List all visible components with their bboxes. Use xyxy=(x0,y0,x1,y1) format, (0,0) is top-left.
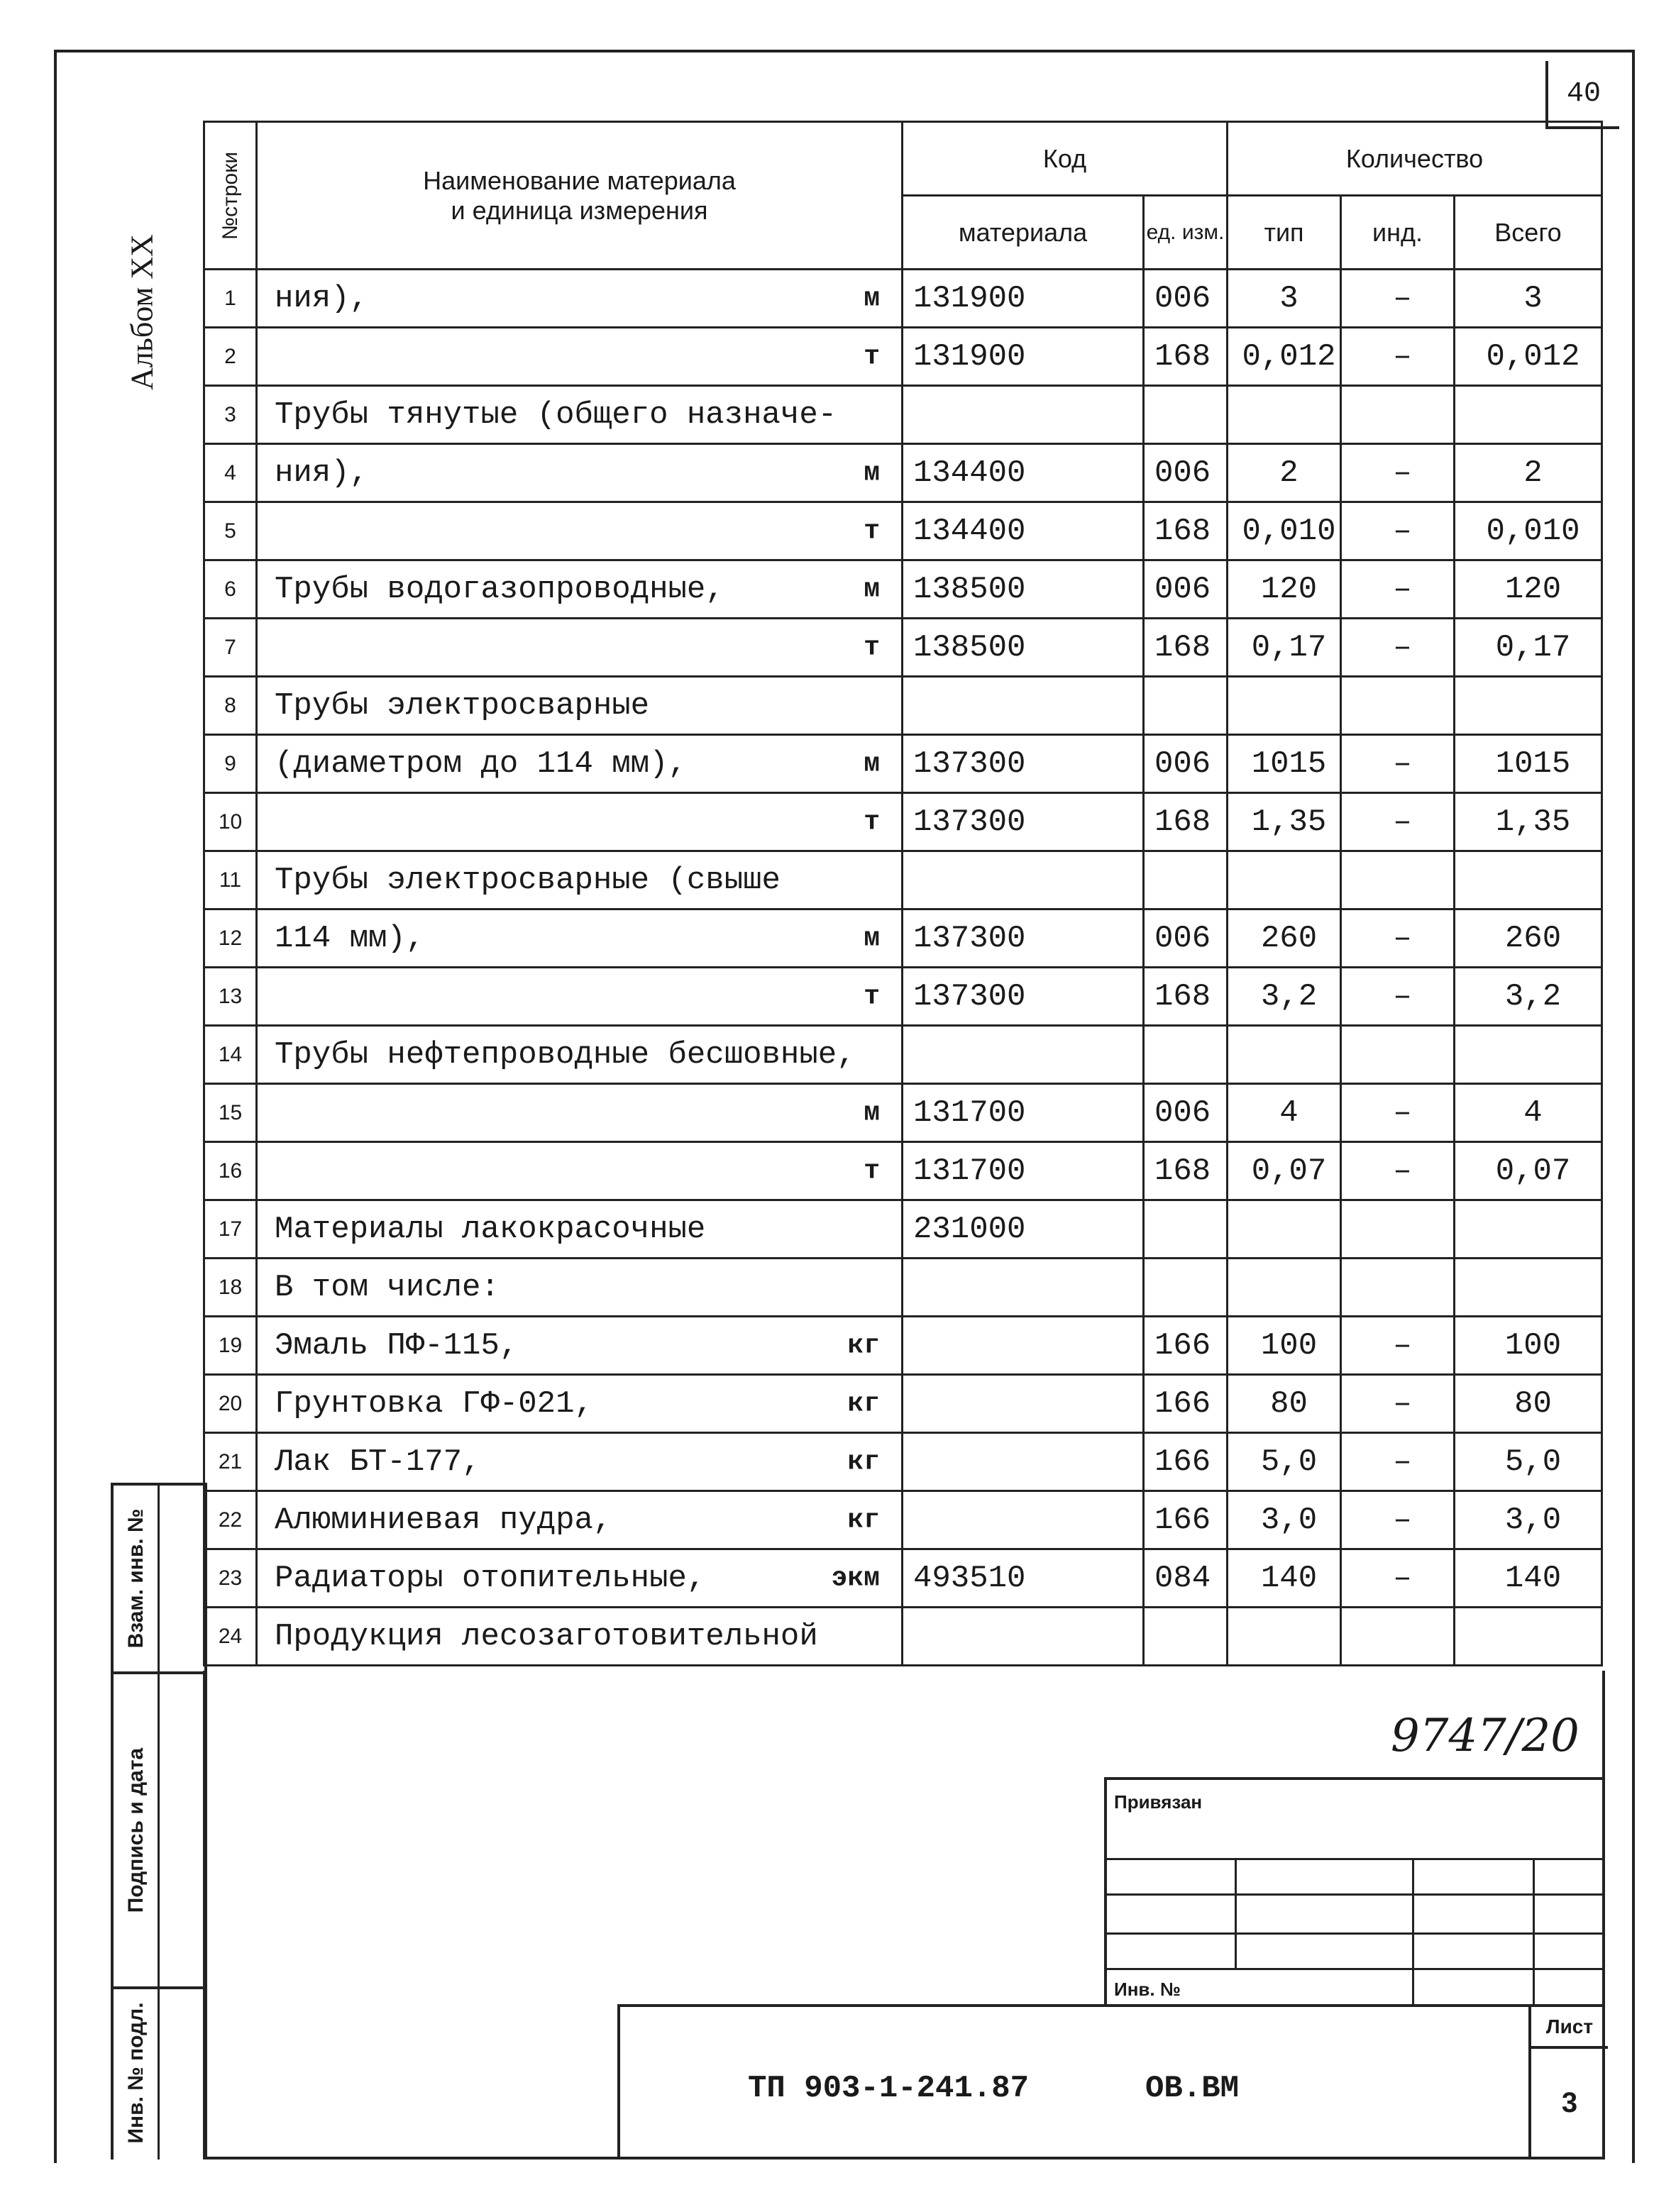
row-number: 9 xyxy=(204,735,257,793)
replace-inv-cell: Взам. инв. № xyxy=(114,1486,204,1674)
row-number: 11 xyxy=(204,851,257,909)
quantity-ind: – xyxy=(1341,1142,1455,1200)
material-code: 131700 xyxy=(903,1142,1144,1200)
signature-date-cell: Подпись и дата xyxy=(114,1674,204,1989)
unit-of-measure: м xyxy=(864,283,880,314)
linking-stamp: Привязан Инв. № xyxy=(1104,1777,1605,2007)
unit-of-measure: т xyxy=(864,341,880,372)
table-row xyxy=(204,1491,1602,1549)
material-code: 138500 xyxy=(903,560,1144,619)
row-number: 10 xyxy=(204,793,257,851)
quantity-ind: – xyxy=(1341,1549,1455,1608)
material-name: ния), м xyxy=(257,444,903,502)
quantity-total: 120 xyxy=(1455,560,1602,619)
table-row xyxy=(204,328,1602,386)
row-number: 15 xyxy=(204,1084,257,1142)
row-number: 23 xyxy=(204,1549,257,1608)
quantity-type: 1015 xyxy=(1228,735,1341,793)
unit-of-measure: м xyxy=(864,923,880,953)
unit-of-measure: т xyxy=(864,632,880,663)
material-code: 137300 xyxy=(903,793,1144,851)
page-number: 40 xyxy=(1545,61,1619,129)
quantity-ind: – xyxy=(1341,560,1455,619)
row-number: 18 xyxy=(204,1259,257,1317)
quantity-type xyxy=(1228,1026,1341,1084)
unit-code xyxy=(1144,1259,1228,1317)
material-name: Трубы нефтепроводные бесшовные, xyxy=(257,1026,903,1084)
quantity-type: 3,0 xyxy=(1228,1491,1341,1549)
quantity-type: 3 xyxy=(1228,270,1341,328)
quantity-ind: – xyxy=(1341,270,1455,328)
material-name: Материалы лакокрасочные xyxy=(257,1200,903,1259)
material-name: Трубы электросварные xyxy=(257,677,903,735)
quantity-type: 260 xyxy=(1228,909,1341,968)
quantity-type xyxy=(1228,1259,1341,1317)
unit-code: 006 xyxy=(1144,1084,1228,1142)
table-row xyxy=(204,1084,1602,1142)
quantity-type xyxy=(1228,386,1341,444)
unit-code xyxy=(1144,386,1228,444)
table-row xyxy=(204,677,1602,735)
material-code: 138500 xyxy=(903,619,1144,677)
table-row xyxy=(204,270,1602,328)
album-label: Альбом XX xyxy=(124,234,160,390)
quantity-ind: – xyxy=(1341,328,1455,386)
quantity-total: 140 xyxy=(1455,1549,1602,1608)
unit-code xyxy=(1144,1200,1228,1259)
material-name: Радиаторы отопительные, экм xyxy=(257,1549,903,1608)
material-code: 134400 xyxy=(903,502,1144,560)
quantity-total: 5,0 xyxy=(1455,1433,1602,1491)
materials-table xyxy=(203,121,1603,1666)
quantity-type: 0,010 xyxy=(1228,502,1341,560)
quantity-total xyxy=(1455,1608,1602,1666)
unit-of-measure: т xyxy=(864,981,880,1012)
quantity-total xyxy=(1455,386,1602,444)
table-row xyxy=(204,909,1602,968)
quantity-ind: – xyxy=(1341,1317,1455,1375)
quantity-ind: – xyxy=(1341,1084,1455,1142)
material-code xyxy=(903,1259,1144,1317)
material-name: Трубы тянутые (общего назначе- xyxy=(257,386,903,444)
table-row xyxy=(204,735,1602,793)
quantity-type: 5,0 xyxy=(1228,1433,1341,1491)
quantity-type: 0,07 xyxy=(1228,1142,1341,1200)
row-number: 3 xyxy=(204,386,257,444)
material-code: 493510 xyxy=(903,1549,1144,1608)
row-number: 13 xyxy=(204,968,257,1026)
unit-of-measure: кг xyxy=(847,1447,880,1477)
material-name xyxy=(257,1084,903,1142)
table-row xyxy=(204,1433,1602,1491)
unit-of-measure: м xyxy=(864,1097,880,1128)
material-name: Трубы водогазопроводные, м xyxy=(257,560,903,619)
quantity-total: 260 xyxy=(1455,909,1602,968)
quantity-header: Количество xyxy=(1228,122,1602,196)
unit-of-measure: м xyxy=(864,458,880,488)
table-row xyxy=(204,502,1602,560)
quantity-ind: – xyxy=(1341,444,1455,502)
table-row xyxy=(204,1608,1602,1666)
row-number: 17 xyxy=(204,1200,257,1259)
material-name xyxy=(257,793,903,851)
quantity-type: 120 xyxy=(1228,560,1341,619)
unit-code: 168 xyxy=(1144,328,1228,386)
material-code: 131900 xyxy=(903,328,1144,386)
quantity-total: 80 xyxy=(1455,1375,1602,1433)
quantity-ind xyxy=(1341,677,1455,735)
quantity-type: 140 xyxy=(1228,1549,1341,1608)
quantity-total xyxy=(1455,1026,1602,1084)
unit-code xyxy=(1144,1026,1228,1084)
unit-code: 168 xyxy=(1144,1142,1228,1200)
material-code: 131900 xyxy=(903,270,1144,328)
unit-code: 168 xyxy=(1144,968,1228,1026)
row-number: 24 xyxy=(204,1608,257,1666)
unit-code: 006 xyxy=(1144,735,1228,793)
row-number: 1 xyxy=(204,270,257,328)
table-row xyxy=(204,1026,1602,1084)
material-code: 231000 xyxy=(903,1200,1144,1259)
material-name: (диаметром до 114 мм), м xyxy=(257,735,903,793)
material-name: Алюминиевая пудра, кг xyxy=(257,1491,903,1549)
name-header: Наименование материала и единица измерения xyxy=(257,122,903,270)
row-number: 4 xyxy=(204,444,257,502)
material-name: 114 мм), м xyxy=(257,909,903,968)
quantity-total xyxy=(1455,1259,1602,1317)
unit-of-measure: т xyxy=(864,1156,880,1186)
unit-code: 166 xyxy=(1144,1491,1228,1549)
row-number: 20 xyxy=(204,1375,257,1433)
quantity-ind: – xyxy=(1341,1433,1455,1491)
table-row xyxy=(204,1200,1602,1259)
row-number: 8 xyxy=(204,677,257,735)
material-name xyxy=(257,328,903,386)
unit-code: 166 xyxy=(1144,1433,1228,1491)
material-code: 137300 xyxy=(903,968,1144,1026)
material-code: 131700 xyxy=(903,1084,1144,1142)
quantity-type: 3,2 xyxy=(1228,968,1341,1026)
row-number: 22 xyxy=(204,1491,257,1549)
material-name: Лак БТ-177, кг xyxy=(257,1433,903,1491)
quantity-total xyxy=(1455,1200,1602,1259)
material-code xyxy=(903,1026,1144,1084)
unit-code: 006 xyxy=(1144,444,1228,502)
row-number: 19 xyxy=(204,1317,257,1375)
quantity-total: 100 xyxy=(1455,1317,1602,1375)
side-stamp xyxy=(111,1483,207,2160)
quantity-ind xyxy=(1341,1608,1455,1666)
quantity-ind xyxy=(1341,851,1455,909)
material-code xyxy=(903,677,1144,735)
table-row xyxy=(204,1259,1602,1317)
quantity-type: 2 xyxy=(1228,444,1341,502)
unit-code xyxy=(1144,851,1228,909)
material-name: Грунтовка ГФ-021, кг xyxy=(257,1375,903,1433)
material-name xyxy=(257,502,903,560)
total-header: Всего xyxy=(1455,196,1602,270)
quantity-ind xyxy=(1341,1259,1455,1317)
material-name: Эмаль ПФ-115, кг xyxy=(257,1317,903,1375)
material-code xyxy=(903,386,1144,444)
quantity-total: 0,010 xyxy=(1455,502,1602,560)
quantity-ind: – xyxy=(1341,619,1455,677)
sheet-cell: Лист 3 xyxy=(1528,2007,1608,2160)
table-row xyxy=(204,1375,1602,1433)
unit-code: 006 xyxy=(1144,560,1228,619)
unit-of-measure: м xyxy=(864,748,880,779)
unit-of-measure: м xyxy=(864,574,880,604)
quantity-type: 1,35 xyxy=(1228,793,1341,851)
quantity-ind: – xyxy=(1341,502,1455,560)
quantity-total: 1,35 xyxy=(1455,793,1602,851)
quantity-total: 1015 xyxy=(1455,735,1602,793)
table-row xyxy=(204,1549,1602,1608)
row-number: 21 xyxy=(204,1433,257,1491)
row-number: 14 xyxy=(204,1026,257,1084)
document-suffix: ОВ.ВМ xyxy=(1145,2071,1240,2106)
table-row xyxy=(204,851,1602,909)
table-row xyxy=(204,793,1602,851)
material-code: 134400 xyxy=(903,444,1144,502)
material-code xyxy=(903,1491,1144,1549)
quantity-type: 100 xyxy=(1228,1317,1341,1375)
ind-header: инд. xyxy=(1341,196,1455,270)
material-name xyxy=(257,619,903,677)
unit-code: 168 xyxy=(1144,619,1228,677)
quantity-total: 3 xyxy=(1455,270,1602,328)
material-name xyxy=(257,968,903,1026)
quantity-total: 0,012 xyxy=(1455,328,1602,386)
quantity-total: 2 xyxy=(1455,444,1602,502)
quantity-ind: – xyxy=(1341,793,1455,851)
quantity-ind xyxy=(1341,1026,1455,1084)
code-header: Код xyxy=(903,122,1228,196)
quantity-total: 0,07 xyxy=(1455,1142,1602,1200)
table-row xyxy=(204,1142,1602,1200)
quantity-total: 0,17 xyxy=(1455,619,1602,677)
unit-of-measure: кг xyxy=(847,1388,880,1419)
unit-code: 168 xyxy=(1144,793,1228,851)
quantity-ind xyxy=(1341,1200,1455,1259)
quantity-type: 80 xyxy=(1228,1375,1341,1433)
unit-of-measure: кг xyxy=(847,1330,880,1361)
row-number: 2 xyxy=(204,328,257,386)
unit-code: 006 xyxy=(1144,909,1228,968)
quantity-ind xyxy=(1341,386,1455,444)
unit-code: 166 xyxy=(1144,1375,1228,1433)
row-number-header: №строки xyxy=(204,122,257,270)
quantity-type xyxy=(1228,1608,1341,1666)
unit-code-header: ед. изм. xyxy=(1144,196,1228,270)
type-header: тип xyxy=(1228,196,1341,270)
material-name: Продукция лесозаготовительной xyxy=(257,1608,903,1666)
table-row xyxy=(204,1317,1602,1375)
quantity-total: 3,0 xyxy=(1455,1491,1602,1549)
row-number: 7 xyxy=(204,619,257,677)
row-number: 6 xyxy=(204,560,257,619)
unit-of-measure: экм xyxy=(831,1563,880,1593)
quantity-ind: – xyxy=(1341,1375,1455,1433)
material-code xyxy=(903,1375,1144,1433)
quantity-ind: – xyxy=(1341,735,1455,793)
material-code: 137300 xyxy=(903,735,1144,793)
row-number: 16 xyxy=(204,1142,257,1200)
quantity-type: 4 xyxy=(1228,1084,1341,1142)
material-code xyxy=(903,1608,1144,1666)
table-row xyxy=(204,968,1602,1026)
material-code xyxy=(903,851,1144,909)
quantity-ind: – xyxy=(1341,1491,1455,1549)
material-code-header: материала xyxy=(903,196,1144,270)
material-code: 137300 xyxy=(903,909,1144,968)
quantity-ind: – xyxy=(1341,968,1455,1026)
material-code xyxy=(903,1317,1144,1375)
unit-of-measure: т xyxy=(864,807,880,837)
document-number: ТП 903-1-241.87 xyxy=(748,2071,1030,2106)
quantity-total: 3,2 xyxy=(1455,968,1602,1026)
quantity-type: 0,012 xyxy=(1228,328,1341,386)
unit-code: 006 xyxy=(1144,270,1228,328)
handwritten-number: 9747/20 xyxy=(1391,1710,1579,1762)
table-row xyxy=(204,619,1602,677)
unit-code: 166 xyxy=(1144,1317,1228,1375)
material-name xyxy=(257,1142,903,1200)
title-block xyxy=(617,2004,1605,2160)
material-name: В том числе: xyxy=(257,1259,903,1317)
material-name: Трубы электросварные (свыше xyxy=(257,851,903,909)
quantity-type xyxy=(1228,677,1341,735)
quantity-total: 4 xyxy=(1455,1084,1602,1142)
quantity-type: 0,17 xyxy=(1228,619,1341,677)
table-row xyxy=(204,444,1602,502)
unit-of-measure: т xyxy=(864,516,880,546)
quantity-total xyxy=(1455,851,1602,909)
original-inv-cell: Инв. № подл. xyxy=(124,2002,148,2144)
unit-code: 168 xyxy=(1144,502,1228,560)
quantity-total xyxy=(1455,677,1602,735)
row-number: 12 xyxy=(204,909,257,968)
material-name: ния), м xyxy=(257,270,903,328)
quantity-type xyxy=(1228,1200,1341,1259)
unit-code xyxy=(1144,677,1228,735)
unit-code: 084 xyxy=(1144,1549,1228,1608)
unit-of-measure: кг xyxy=(847,1505,880,1535)
table-row xyxy=(204,386,1602,444)
row-number: 5 xyxy=(204,502,257,560)
material-code xyxy=(903,1433,1144,1491)
table-row xyxy=(204,560,1602,619)
unit-code xyxy=(1144,1608,1228,1666)
quantity-ind: – xyxy=(1341,909,1455,968)
quantity-type xyxy=(1228,851,1341,909)
